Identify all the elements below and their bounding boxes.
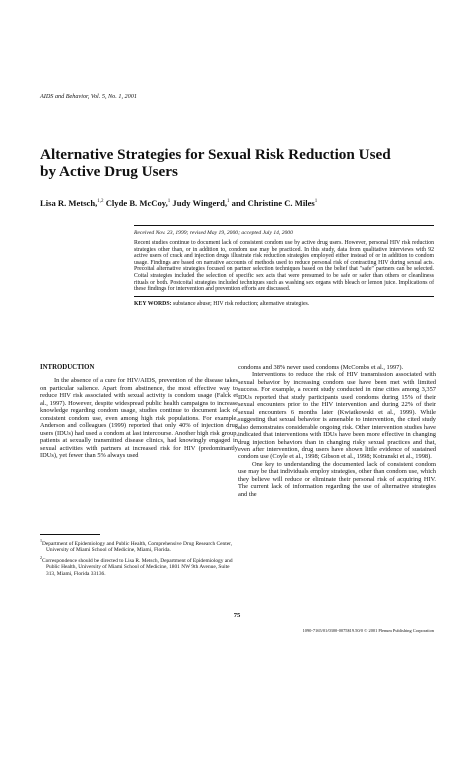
keywords-text: substance abuse; HIV risk reduction; alternative strategies. — [171, 300, 310, 307]
left-column — [40, 364, 238, 459]
footnotes — [40, 538, 238, 579]
author-1: Lisa R. Metsch,$^{1,2}$ — [40, 198, 104, 208]
right-column — [238, 364, 436, 498]
right-paragraph-1: Interventions to reduce the risk of HIV transmission associated with sexual behavior by increasing condom use have been met with limited success. For example, a recent study conducted in nine cities among 3,357 IDUs reported that study participants used condoms during 15% of their sexual encounters prior to the HIV intervention and during 22% of their sexual encounters 6 months later (Kwiatkowski et al., 1999). While suggesting that sexual behavior is amenable to intervention, the cited study also demonstrates considerable ongoing risk. Other intervention studies have indicated that interventions with IDUs have been more effective in changing drug injection behaviors than in changing risky sexual practices and that, even after intervention, drug users have shown little evidence of sustained condom use (Coyle et al., 1998; Gibson et al., 1998; Kotranski et al., 1998). — [238, 371, 436, 461]
issn-copyright: 1090-7165/01/0300-0075$19.50/0 © 2001 Plenum Publishing Corporation — [302, 628, 434, 633]
abstract-box — [134, 225, 434, 307]
footnote-2: $^2$Correspondence should be directed to Lisa R. Metsch, Department of Epidemiology and Public Health, University of Miami School of Medicine, 1801 NW 9th Avenue, Suite 313, Miami, Florida 33136. — [40, 554, 233, 577]
author-2: Clyde B. McCoy,$^1$ — [103, 198, 171, 208]
author-list — [40, 198, 317, 208]
keywords — [134, 301, 434, 308]
abstract-text: Recent studies continue to document lack of consistent condom use by active drug users. However, personal HIV risk reduction strategies other than, or in addition to, condom use may be practiced. In this study, data from qualitative interviews with 92 active users of crack and injection drugs illustrate risk reduction strategies employed either instead of or in addition to condom usage. Findings are based on narrative accounts of methods used to reduce personal risk of contracting HIV during sexual acts. Precoital alternative strategies focused on partner selection techniques based on the belief that "safe" partners can be selected. Coital strategies included the selection of specific sex acts that were presumed to be safe or safer than others or cleanliness rituals or both. Postcoital strategies included techniques such as washing sex organs with bleach or lemon juice. Implications of these findings for intervention and prevention efforts are discussed. — [134, 240, 434, 293]
footnote-1: $^1$Department of Epidemiology and Public Health, Comprehensive Drug Research Center, University of Miami School of Medicine, Miami, Florida. — [40, 538, 233, 554]
right-paragraph-0: condoms and 38% never used condoms (McCombs et al., 1997). — [238, 364, 404, 371]
journal-citation: AIDS and Behavior, Vol. 5, No. 1, 2001 — [40, 93, 137, 100]
abstract-divider — [134, 296, 434, 297]
section-heading-introduction: INTRODUCTION — [40, 364, 95, 371]
keywords-label: KEY WORDS: — [134, 300, 172, 307]
author-3: Judy Wingerd,$^1$ — [170, 198, 230, 208]
author-4: and Christine C. Miles$^1$ — [229, 198, 318, 208]
received-dates: Received Nov. 23, 1999; revised May 19, 2000; accepted July 14, 2000 — [134, 230, 293, 236]
footnote-divider — [40, 534, 100, 535]
article-title — [40, 146, 440, 180]
right-paragraph-2: One key to understanding the documented lack of consistent condom use may be that individuals employ strategies, other than condom use, which they believe will reduce or eliminate their personal risk of acquiring HIV. The current lack of information regarding the use of alternative strategies and the — [238, 460, 436, 498]
title-line-1: Alternative Strategies for Sexual Risk Reduction Used — [40, 146, 391, 163]
title-line-2: by Active Drug Users — [40, 163, 178, 180]
left-paragraph-1: In the absence of a cure for HIV/AIDS, prevention of the disease takes on particular salience. Apart from abstinence, the most effective way to reduce HIV risk associated with sexual activity is condom usage (Falck et al., 1997). However, despite widespread public health campaigns to increase knowledge regarding condom usage, studies continue to document lack of consistent condom use, even among high risk populations. For example, Anderson and colleagues (1999) reported that only 40% of injection drug users (IDUs) had used a condom at last intercourse. Another high risk group, patients at sexually transmitted disease clinics, had knowingly engaged in sexual activities with partners at increased risk for HIV (predominantly IDUs), yet fewer than 5% always used — [40, 377, 238, 459]
page-number: 75 — [233, 612, 241, 619]
